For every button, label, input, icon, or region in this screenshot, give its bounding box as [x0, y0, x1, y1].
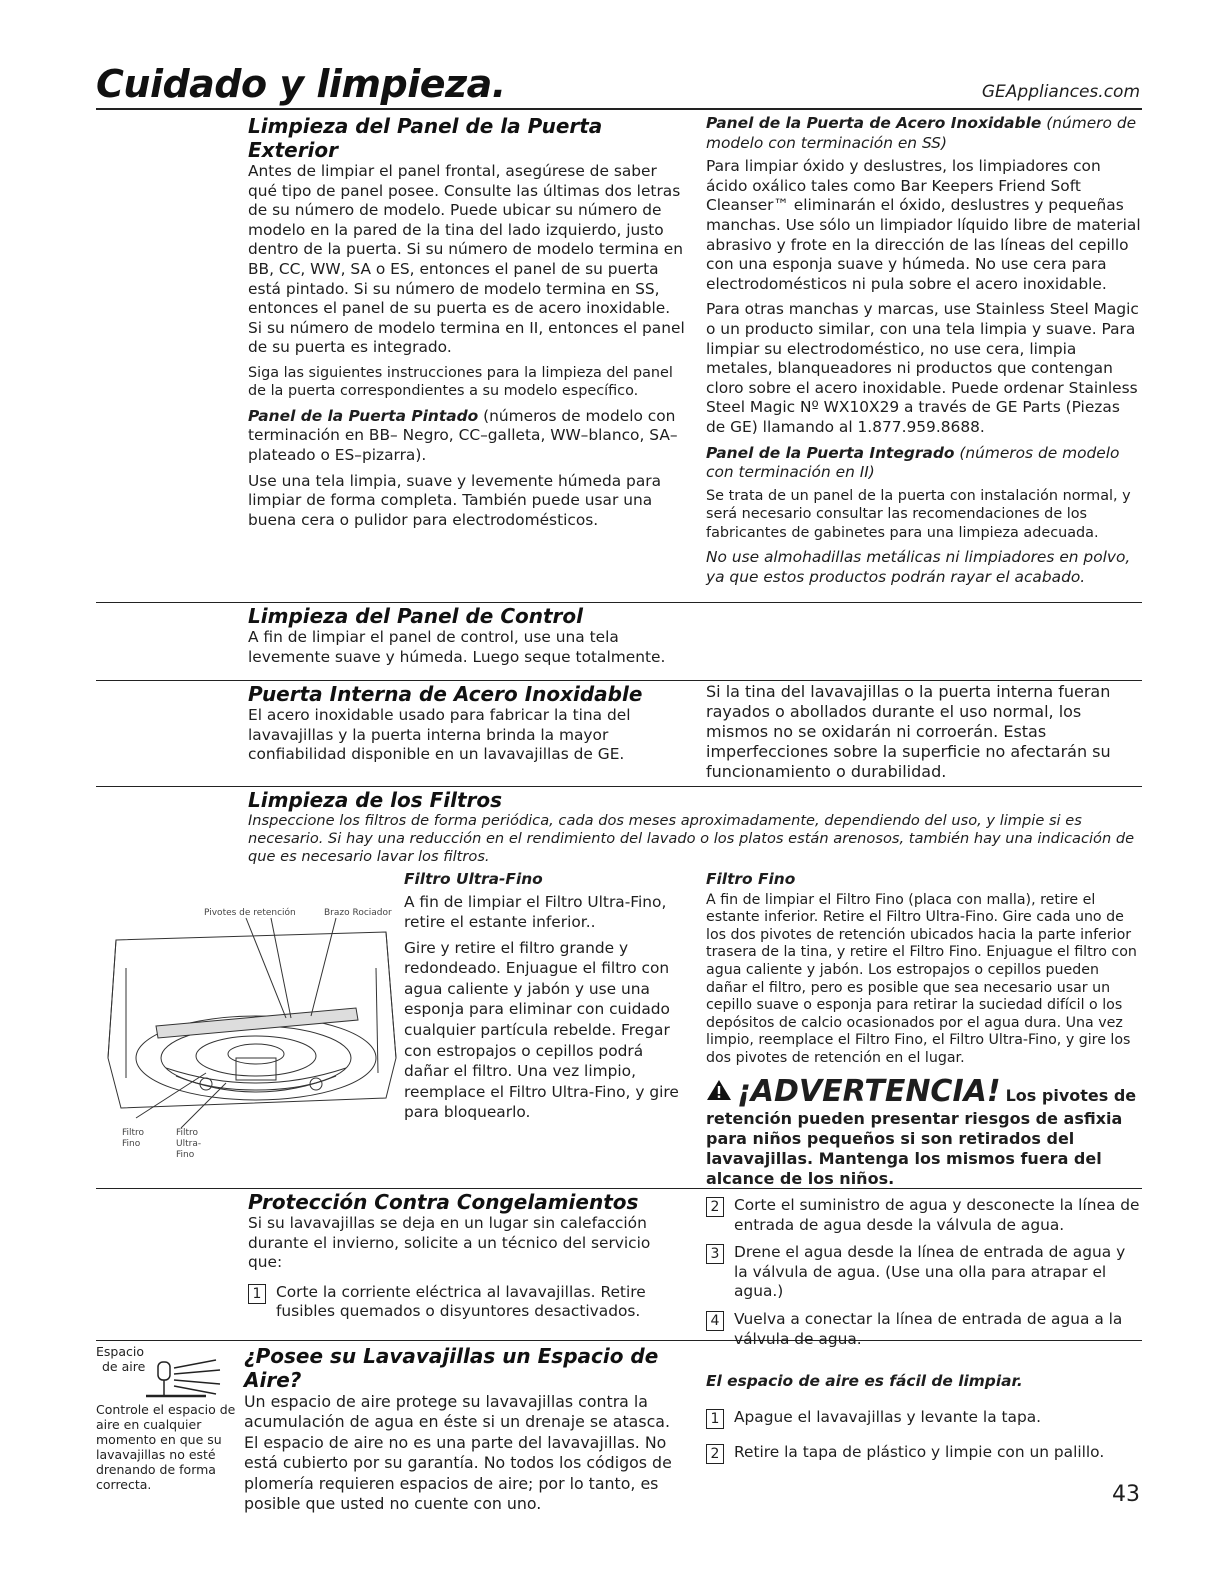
integrated-panel-header [706, 444, 1142, 483]
integrated-panel-warning: No use almohadillas metálicas ni limpiadores en polvo, ya que estos productos podrán rayar el acabado. [706, 547, 1131, 586]
page-number: 43 [1112, 1482, 1140, 1507]
step-number: 1 [248, 1284, 266, 1304]
step-text: Vuelva a conectar la línea de entrada de agua a la válvula de agua. [734, 1309, 1123, 1348]
exterior-right-column [706, 114, 1142, 593]
integrated-panel-p: Se trata de un panel de la puerta con instalación normal, y será necesario consultar las recomendaciones de los fabricantes de gabinetes para una limpieza adecuada. [706, 487, 1131, 541]
control-section [248, 604, 688, 673]
warning-block [706, 1074, 1142, 1189]
airgap-right [706, 1372, 1142, 1472]
step-number: 4 [706, 1311, 724, 1331]
interior-right [706, 682, 1142, 788]
airgap-heading: ¿Posee su Lavavajillas un Espacio de Aire? [244, 1344, 659, 1392]
airgap-step-1 [706, 1408, 1142, 1429]
ss-panel-p1: Para limpiar óxido y deslustres, los limpiadores con ácido oxálico tales como Bar Keepers Friend Soft Cleanser™ eliminarán el óxido, deslustres y pequeñas manchas. Use sólo un limpiador líquido libre de material abrasivo y frote en la dirección de las líneas del cepillo con una esponja suave y húmeda. No use cera para electrodomésticos ni pula sobre el acero inoxidable. [706, 157, 1141, 293]
fine-filter-column [706, 870, 1142, 1189]
warning-icon [706, 1079, 732, 1105]
exterior-p3: Use una tela limpia, suave y levemente húmeda para limpiar de forma completa. También puede usar una buena cera o pulidor para electrodomésticos. [248, 471, 662, 529]
control-p: A fin de limpiar el panel de control, use una tela levemente suave y húmeda. Luego seque totalmente. [248, 628, 666, 666]
airgap-p: Un espacio de aire protege su lavavajillas contra la acumulación de agua en éste si un drenaje se atasca. El espacio de aire no es una parte del lavavajillas. No está cubierto por su garantía. No todos los códigos de plomería requieren espacios de aire; por lo tanto, es posible que usted no cuente con uno. [244, 1392, 672, 1514]
step-text: Drene el agua desde la línea de entrada de agua y la válvula de agua. (Use una olla para atrapar el agua.) [734, 1243, 1126, 1301]
filters-intro-block [248, 788, 1142, 872]
step-number: 2 [706, 1444, 724, 1464]
exterior-heading: Limpieza del Panel de la Puerta Exterior [248, 114, 603, 162]
section-rule [96, 680, 1142, 681]
page-title: Cuidado y limpieza. [96, 62, 506, 106]
interior-heading: Puerta Interna de Acero Inoxidable [248, 682, 643, 706]
step-number: 2 [706, 1197, 724, 1217]
ss-panel-label: Panel de la Puerta de Acero Inoxidable [706, 114, 1042, 132]
painted-panel-text: (números de modelo con terminación en BB– Negro, CC–galleta, WW–blanco, SA–plateado o ES–pizarra). [248, 406, 678, 464]
warning-text: Los pivotes de retención pueden presentar riesgos de asfixia para niños pequeños si son retirados del lavavajillas. Mantenga los mismos fuera del alcance de los niños. [706, 1085, 1137, 1188]
fig-label-pivots: Pivotes de retención [204, 908, 296, 918]
interior-p1: El acero inoxidable usado para fabricar la tina del lavavajillas y la puerta interna brinda la mayor confiabilidad disponible en un lavavajillas de GE. [248, 706, 631, 764]
section-rule [96, 1340, 1142, 1341]
ss-panel-header [706, 114, 1142, 153]
fine-filter-p: A fin de limpiar el Filtro Fino (placa con malla), retire el estante inferior. Retire el Filtro Ultra-Fino. Gire cada uno de los dos pivotes de retención ubicados hacia la parte inferior trasera de la tina, y retire el Filtro Fino. Enjuague el filtro con agua caliente y jabón. Los estropajos o cepillos pueden dañar el filtro, pero es posible que sea necesario usar un cepillo suave o esponja para retirar la suciedad difícil o los depósitos de calcio ocasionados por el agua dura. Una vez limpio, reemplace el Filtro Fino, el Filtro Ultra-Fino, y gire los dos pivotes de retención en el lugar. [706, 891, 1137, 1066]
airgap-icon [136, 1354, 226, 1400]
integrated-panel-label: Panel de la Puerta Integrado [706, 443, 955, 462]
step-number: 1 [706, 1409, 724, 1429]
integrated-panel-note: (números de modelo con terminación en II) [706, 443, 1120, 482]
step-text: Corte la corriente eléctrica al lavavajillas. Retire fusibles quemados o disyuntores desactivados. [276, 1282, 646, 1321]
warning-heading: ¡ADVERTENCIA! [737, 1073, 1001, 1109]
ultra-fine-p1: A fin de limpiar el Filtro Ultra-Fino, retire el estante inferior.. [404, 892, 667, 931]
control-heading: Limpieza del Panel de Control [248, 604, 583, 628]
step-text: Retire la tapa de plástico y limpie con un palillo. [734, 1442, 1105, 1461]
painted-panel-paragraph [248, 407, 688, 466]
freeze-heading: Protección Contra Congelamientos [248, 1190, 639, 1214]
step-number: 3 [706, 1244, 724, 1264]
freeze-step-3 [706, 1243, 1142, 1302]
exterior-left-column [248, 114, 688, 536]
site-url: GEAppliances.com [981, 82, 1140, 102]
step-text: Corte el suministro de agua y desconecte la línea de entrada de agua desde la válvula de agua. [734, 1196, 1140, 1234]
ss-panel-note: (número de modelo con terminación en SS) [706, 114, 1137, 152]
fig-label-ultra: Filtro Ultra- Fino [176, 1128, 202, 1160]
exterior-p2: Siga las siguientes instrucciones para la limpieza del panel de la puerta correspondientes a su modelo específico. [248, 364, 673, 400]
fine-filter-label: Filtro Fino [706, 870, 796, 888]
freeze-right [706, 1196, 1142, 1357]
airgap-figure [96, 1344, 236, 1402]
painted-panel-label: Panel de la Puerta Pintado [248, 406, 479, 425]
freeze-step-2 [706, 1196, 1142, 1235]
airgap-easy-label: El espacio de aire es fácil de limpiar. [706, 1372, 1023, 1390]
freeze-step-4 [706, 1310, 1142, 1349]
airgap-left [244, 1344, 684, 1520]
section-rule [96, 1188, 1142, 1189]
interior-p2: Si la tina del lavavajillas o la puerta interna fueran rayados o abollados durante el uso normal, los mismos no se oxidarán ni corroerán. Estas imperfecciones sobre la superficie no afectarán su funcionamiento o durabilidad. [706, 682, 1111, 781]
fig-label-fine: Filtro Fino [122, 1128, 145, 1149]
ultra-fine-p2: Gire y retire el filtro grande y redondeado. Enjuague el filtro con agua caliente y jabón y use una esponja para eliminar con cuidado cualquier partícula rebelde. Fregar con estropajos o cepillos podrá dañar el filtro. Una vez limpio, reemplace el Filtro Ultra-Fino, y gire para bloquearlo. [404, 938, 679, 1122]
freeze-left [248, 1190, 688, 1330]
filters-intro: Inspeccione los filtros de forma periódica, cada dos meses aproximadamente, dependiendo del uso, y limpie si es necesario. Si hay una reducción en el rendimiento del lavado o los platos están arenosos, también hay una indicación de que es necesario lavar los filtros. [248, 812, 1135, 865]
airgap-label-a: Espacio [96, 1344, 144, 1359]
airgap-label-b: de aire [102, 1359, 146, 1374]
fig-label-arm: Brazo Rociador [324, 908, 392, 918]
section-rule [96, 602, 1142, 603]
ultra-fine-column [404, 870, 682, 1129]
filters-heading: Limpieza de los Filtros [248, 788, 503, 812]
airgap-side-caption: Controle el espacio de aire en cualquier momento en que su lavavajillas no esté drenando de forma correcta. [96, 1402, 236, 1492]
interior-left [248, 682, 688, 771]
filter-figure [96, 908, 406, 1178]
exterior-p1: Antes de limpiar el panel frontal, asegúrese de saber qué tipo de panel posee. Consulte las últimas dos letras de su número de modelo. Puede ubicar su número de modelo en la pared de la tina del lado izquierdo, justo dentro de la puerta. Si su número de modelo termina en BB, CC, WW, SA o ES, entonces el panel de su puerta está pintado. Si su número de modelo termina en SS, entonces el panel de su puerta es de acero inoxidable. Si su número de modelo termina en II, entonces el panel de su puerta es integrado. [248, 162, 685, 357]
ss-panel-p2: Para otras manchas y marcas, use Stainless Steel Magic o un producto similar, con una tela limpia y suave. Para limpiar su electrodoméstico, no use cera, limpia metales, blanqueadores ni productos que contengan cloro sobre el acero inoxidable. Puede ordenar Stainless Steel Magic Nº WX10X29 a través de GE Parts (Piezas de GE) llamando al 1.877.959.8688. [706, 300, 1139, 436]
section-rule [96, 786, 1142, 787]
step-text: Apague el lavavajillas y levante la tapa. [734, 1407, 1042, 1426]
header-rule [96, 108, 1142, 110]
ultra-fine-label: Filtro Ultra-Fino [404, 870, 543, 888]
airgap-step-2 [706, 1443, 1142, 1464]
freeze-intro: Si su lavavajillas se deja en un lugar sin calefacción durante el invierno, solicite a un técnico del servicio que: [248, 1214, 651, 1272]
freeze-step-1 [248, 1283, 688, 1322]
airgap-sidebar [96, 1344, 236, 1492]
